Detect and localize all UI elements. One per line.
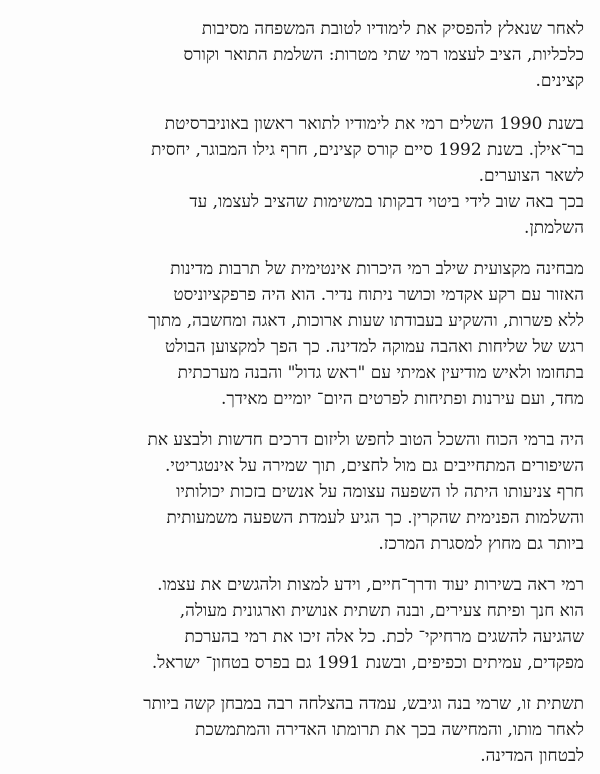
text-line: מפקדים, עמיתים וכפיפים, ובשנת 1991 גם בפרס בטחון־ ישראל. bbox=[151, 653, 584, 673]
paragraph-1 bbox=[36, 16, 584, 94]
text-line: הוא חנך ופיתח צעירים, ובנה תשתית אנושית וארגונית מעולה, bbox=[179, 601, 584, 621]
text-line: בר־אילן. בשנת 1992 סיים קורס קצינים, חרף גילו המבוגר, יחסית bbox=[151, 140, 584, 160]
text-line: האזור עם רקע אקדמי וכושר ניתוח נדיר. הוא היה פרפקציוניסט bbox=[173, 285, 584, 305]
text-line: רגש של שליחות ואהבה עמוקה למדינה. כך הפך למקצוען הבולט bbox=[164, 337, 584, 357]
text-line: בתחומו ולאיש מודיעין אמיתי עם "ראש גדול" והבנה מערכתית bbox=[177, 363, 584, 383]
text-line: מחד, ועם עירנות ופתיחות לפרטים היום־ יומיים מאידך. bbox=[221, 389, 584, 409]
text-line: בכך באה שוב לידי ביטוי דבקותו במשימות שהציב לעצמו, עד bbox=[189, 192, 584, 212]
text-line: לאחר מותו, והמחישה בכך את תרומתו האדירה והמתמשכת bbox=[195, 720, 584, 740]
text-line: לבטחון המדינה. bbox=[480, 746, 584, 766]
text-line: היה ברמי הכוח והשכל הטוב לחפש וליזום דרכים חדשות ולבצע את bbox=[147, 430, 584, 450]
paragraph-6 bbox=[36, 691, 584, 769]
text-line: כלכליות, הציב לעצמו רמי שתי מטרות: השלמת התואר וקורס bbox=[183, 45, 584, 65]
text-line: קצינים. bbox=[535, 71, 584, 91]
text-line: שהגיעה להשגים מרחיקי־ לכת. כל אלה זיכו את רמי בהערכת bbox=[184, 627, 584, 647]
text-line: לאחר שנאלץ להפסיק את לימודיו לטובת המשפחה מסיבות bbox=[201, 19, 584, 39]
text-line: מבחינה מקצועית שילב רמי היכרות אינטימית של תרבות מדינות bbox=[170, 259, 584, 279]
text-line: ללא פשרות, והשקיע בעבודתו שעות ארוכות, דאגה ומחשבה, מתוך bbox=[148, 311, 584, 331]
text-line: השיפורים המתחייבים גם מול לחצים, תוך שמירה על אינטגריטי. bbox=[165, 456, 584, 476]
text-line: והשלמות הפנימית שהקרין. כך הגיע לעמדת השפעה משמעותית bbox=[166, 508, 584, 528]
text-line: בשנת 1990 השלים רמי את לימודיו לתואר ראשון באוניברסיטת bbox=[164, 114, 584, 134]
text-line: השלמתן. bbox=[524, 218, 584, 238]
text-line: לשאר הצוערים. bbox=[478, 166, 584, 186]
paragraph-2 bbox=[36, 111, 584, 241]
paragraph-3 bbox=[36, 256, 584, 412]
text-line: רמי ראה בשירות יעוד ודרך־חיים, וידע למצות ולהגשים את עצמו. bbox=[157, 575, 584, 595]
paragraph-5 bbox=[36, 572, 584, 676]
text-line: תשתית זו, שרמי בנה וגיבש, עמדה בהצלחה רבה במבחן קשה ביותר bbox=[143, 694, 584, 714]
text-line: חרף צניעותו היתה לו השפעה עצומה על אנשים בזכות יכולותיו bbox=[176, 482, 584, 502]
text-line: ביותר גם מחוץ למסגרת המרכז. bbox=[378, 534, 584, 554]
paragraph-4 bbox=[36, 427, 584, 557]
